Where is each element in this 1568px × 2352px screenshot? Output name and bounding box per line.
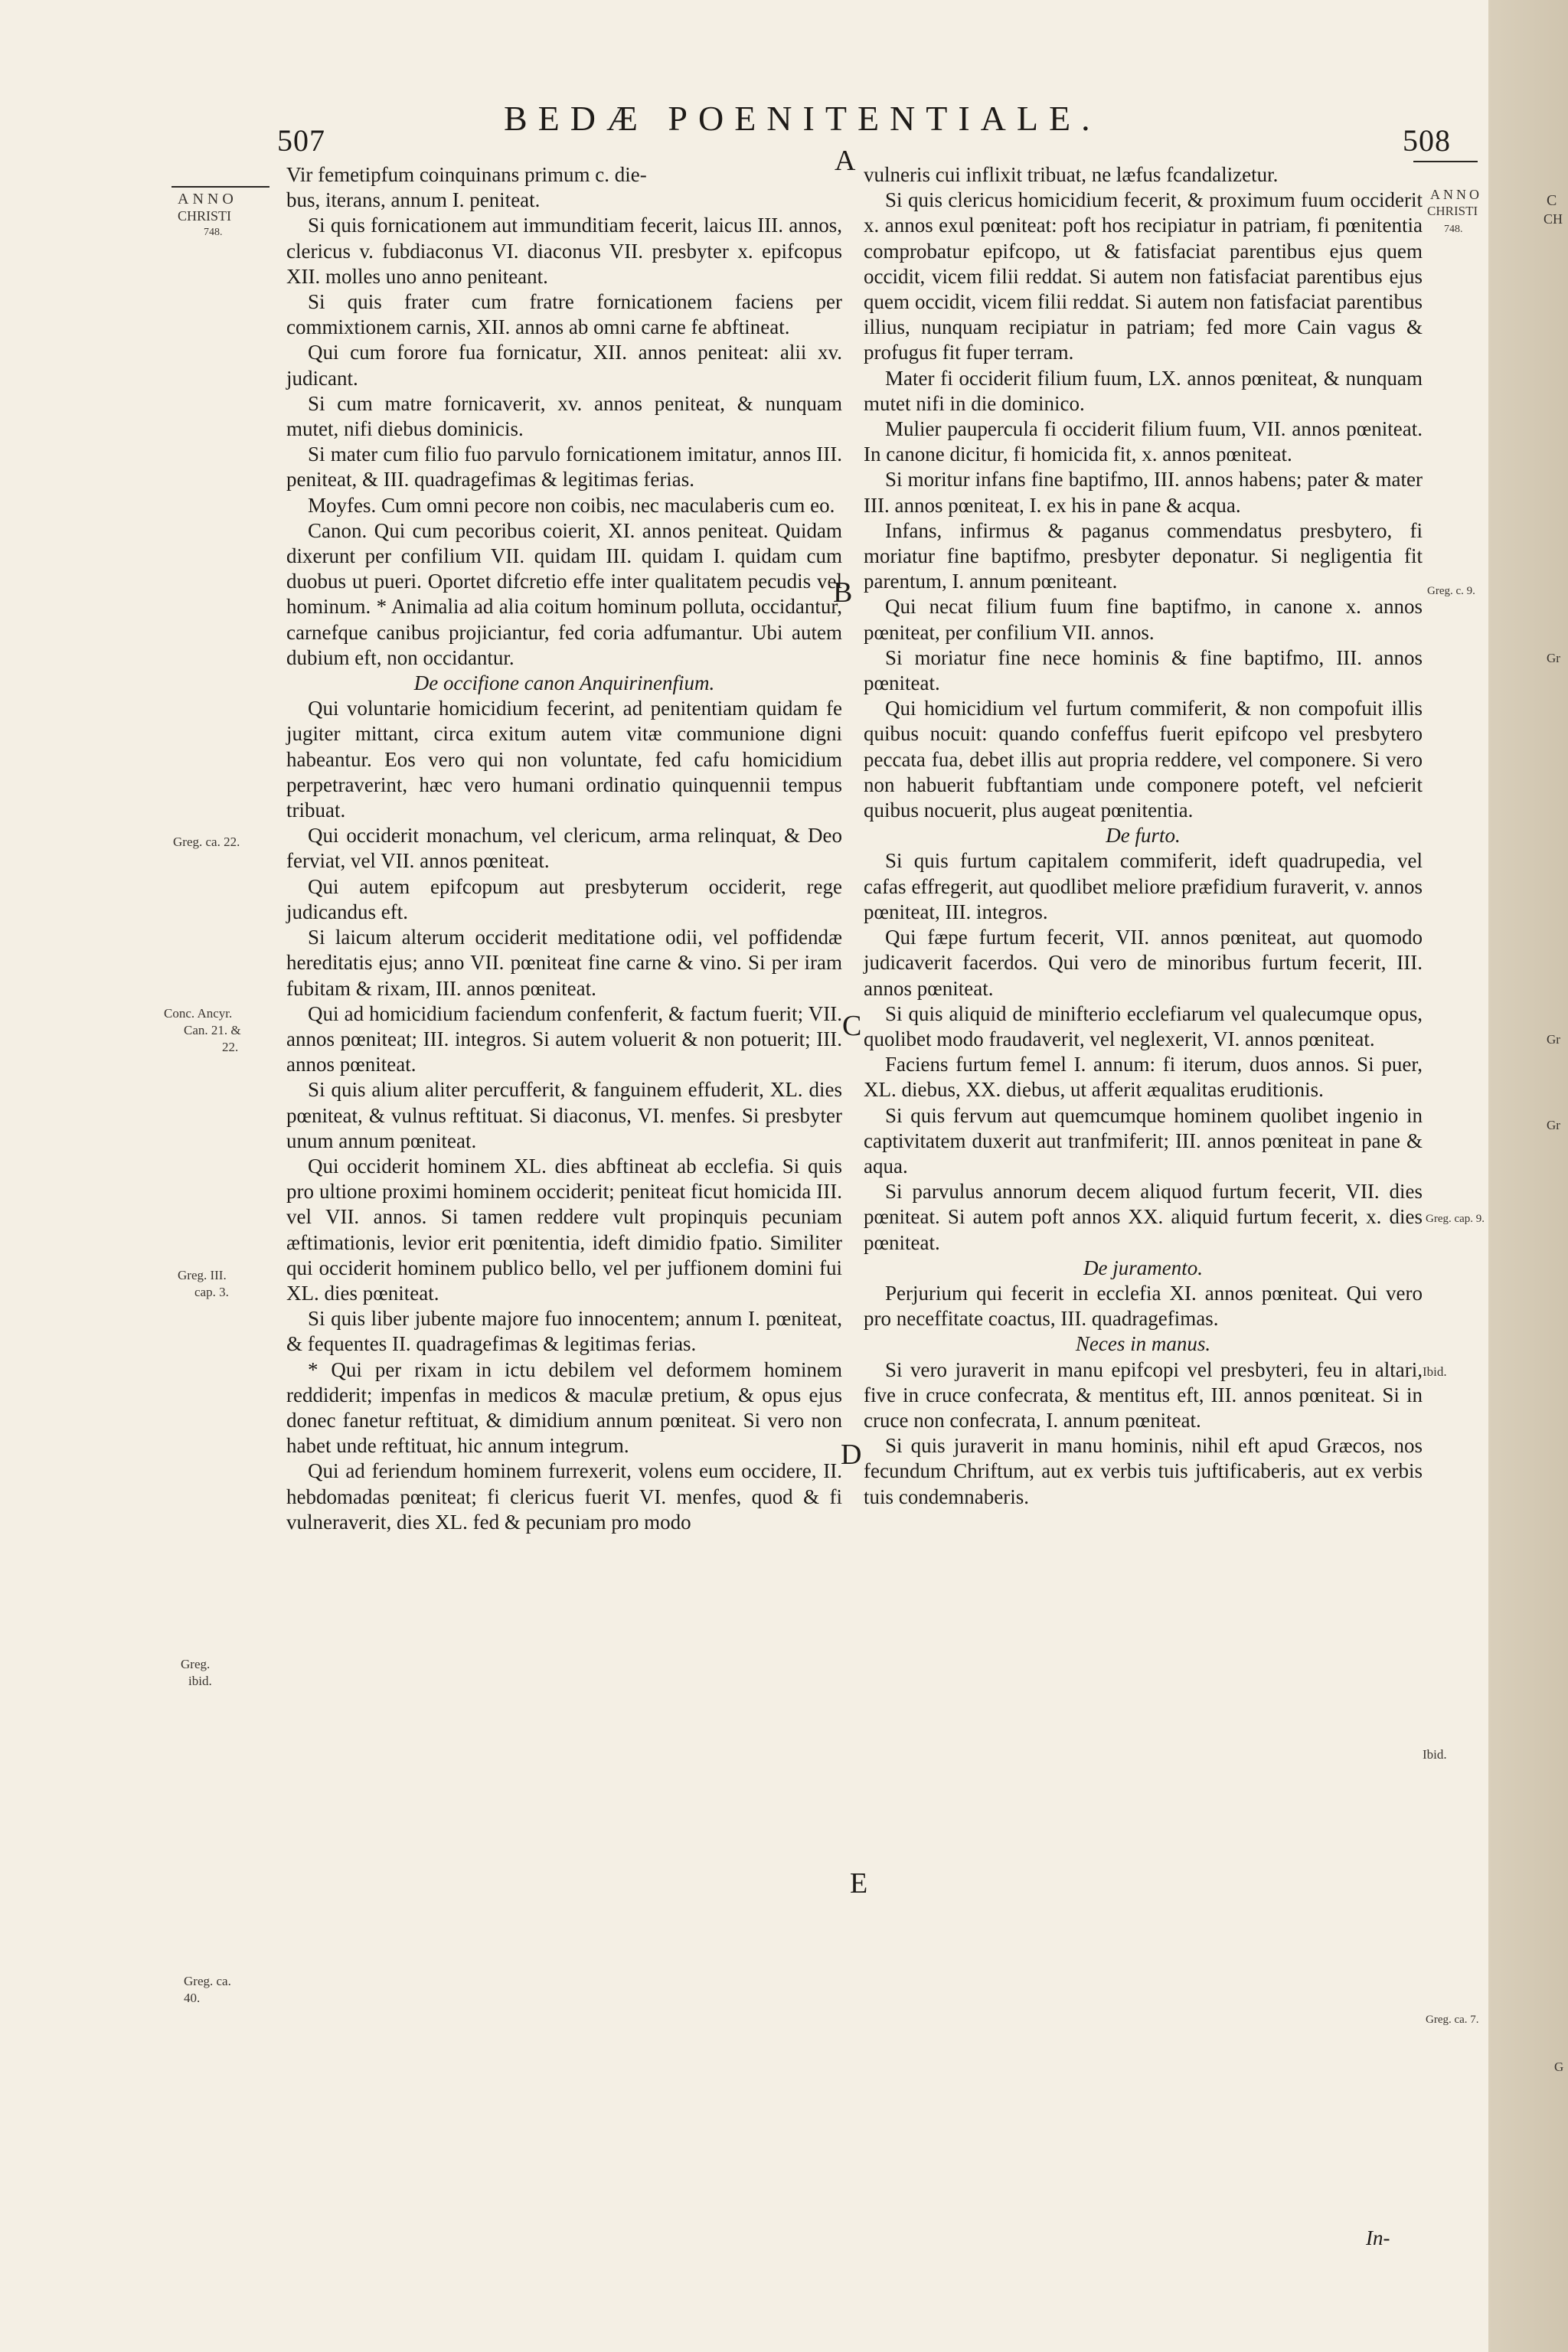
section-letter: D <box>841 1439 862 1471</box>
margin-note: 748. <box>1444 224 1463 235</box>
edge-note: Gr <box>1547 1032 1560 1047</box>
paragraph: Qui occiderit monachum, vel clericum, arma relinquat, & Deo ferviat, vel VII. annos pœniteat. <box>286 824 842 873</box>
paragraph: * Qui per rixam in ictu debilem vel deformem hominem reddiderit; impenfas in medicos & maculæ pretium, & opus ejus donec fanetur reftituat, & dimidium annum pœniteat. Si vero non habet unde reftituat, hic annum integrum. <box>286 1357 842 1458</box>
paragraph: Si moriatur fine nece hominis & fine baptifmo, III. annos pœniteat. <box>864 645 1423 695</box>
paragraph: Si moritur infans fine baptifmo, III. annos habens; pater & mater III. annos pœniteat, I. ex his in pane & acqua. <box>864 468 1423 517</box>
edge-note: CH <box>1544 211 1563 227</box>
paragraph: Si quis clericus homicidium fecerit, & proximum fuum occiderit x. annos exul pœniteat: poft hos recipiatur in patriam, fi pœnitentia comprobatur epifcopo, ut & fatisfaciat parentibus ejus quem occidit, vicem filii reddat. Si autem non fatisfaciat parentibus ejus quem occidit, vicem filii reddat. Si autem non fatisfaciat parentibus illius, nunquam recipiatur in patriam; fed more Cain vagus & profugus fit fuper terram. <box>864 188 1423 364</box>
left-margin-notes <box>161 0 276 2352</box>
paragraph: Qui fæpe furtum fecerit, VII. annos pœniteat, aut quomodo judicaverit facerdos. Qui vero de minoribus furtum fecerit, III. annos pœniteat. <box>864 926 1423 1000</box>
paragraph: Qui necat filium fuum fine baptifmo, in canone x. annos pœniteat, per confilium VII. annos. <box>864 595 1423 644</box>
paragraph: Moyfes. Cum omni pecore non coibis, nec maculaberis cum eo. <box>308 493 835 517</box>
paragraph: Qui homicidium vel furtum commiferit, & non compofuit illis quibus nocuit: quando confeffus fuerit epifcopo vel presbytero peccata fua, debet illis aut propria reddere, vel componere. Si vero non habuerit fubftantiam unde componere poteft, vel nefcierit quibus nocuerit, plus augeat pœnitentia. <box>864 697 1423 822</box>
margin-note: Can. 21. & <box>184 1023 241 1037</box>
paragraph: Si vero juraverit in manu epifcopi vel presbyteri, feu in altari, five in cruce confecrata, & mentitus eft, III. annos pœniteat. Si in cruce non confecrata, I. annum pœniteat. <box>864 1357 1423 1432</box>
margin-note: Greg. III. <box>178 1268 227 1282</box>
paragraph: bus, iterans, annum I. peniteat. <box>286 188 541 212</box>
margin-note: CHRISTI <box>1427 204 1478 218</box>
paragraph: Si quis furtum capitalem commiferit, ideft quadrupedia, vel cafas effregerit, aut quodlibet meliore præfidium furaverit, v. annos pœniteat, III. integros. <box>864 849 1423 923</box>
facing-page-notes <box>1542 0 1568 2352</box>
paragraph: Qui voluntarie homicidium fecerint, ad penitentiam quidam fe jugiter mittant, circa exitum autem vitæ communione digni habeantur. Eos vero qui non voluntate, fed cafu homicidium perpetraverint, hæc vero humani ordinatio quinquennii tempus tribuat. <box>286 697 842 822</box>
margin-note: cap. 3. <box>194 1285 229 1299</box>
left-page-number: 507 <box>277 123 325 158</box>
section-heading: De occifione canon Anquirinenfium. <box>413 671 715 695</box>
paragraph: Si quis liber jubente majore fuo innocentem; annum I. pœniteat, & fequentes II. quadragefimas & legitimas ferias. <box>286 1307 842 1356</box>
paragraph: Si quis fornicationem aut immunditiam fecerit, laicus III. annos, clericus v. fubdiaconus VI. diaconus VII. presbyter x. epifcopus XII. molles uno anno peniteant. <box>286 214 842 288</box>
margin-note: CHRISTI <box>178 208 232 224</box>
margin-note: Greg. ca. 7. <box>1426 2014 1479 2026</box>
page-title: BEDÆ POENITENTIALE. <box>504 99 1101 138</box>
paragraph: Si quis fervum aut quemcumque hominem quolibet ingenio in captivitatem duxerit aut tranfmiferit; III. annos pœniteat in pane & aqua. <box>864 1103 1423 1178</box>
margin-note: Greg. <box>181 1657 211 1671</box>
paragraph: Qui ad homicidium faciendum confenferit, & factum fuerit; VII. annos pœniteat; III. integros. Si autem voluerit & non potuerit; III. annos pœniteat. <box>286 1001 842 1076</box>
section-heading: De furto. <box>1106 824 1181 848</box>
edge-note: C <box>1547 192 1557 209</box>
edge-note: G <box>1554 2060 1564 2074</box>
left-text-column <box>286 162 842 1535</box>
paragraph: Mulier paupercula fi occiderit filium fuum, VII. annos pœniteat. In canone dicitur, fi homicida fit, x. annos pœniteat. <box>864 417 1423 466</box>
edge-note: Gr <box>1547 651 1560 665</box>
margin-note: Ibid. <box>1423 1364 1447 1379</box>
margin-note: 40. <box>184 1991 201 2005</box>
paragraph: Qui autem epifcopum aut presbyterum occiderit, rege judicandus eft. <box>286 874 842 923</box>
margin-note: Ibid. <box>1423 1747 1447 1762</box>
margin-note: 748. <box>204 227 223 238</box>
section-heading: Neces in manus. <box>1075 1332 1211 1356</box>
paragraph: Qui occiderit hominem XL. dies abftineat ab ecclefia. Si quis pro ultione proximi hominem occiderit; peniteat ficut homicida III. vel VII. annos. Si tamen reddere vult propinquis pecuniam æftimationis, levior erit pœnitentia, ideft dimidio fpatio. Similiter qui occiderit hominem publico bello, vel per juffionem domini fui XL. dies pœniteat. <box>286 1154 842 1305</box>
right-margin-notes <box>1423 0 1488 2352</box>
right-text-column <box>864 162 1423 1510</box>
section-letter: C <box>842 1010 862 1042</box>
paragraph: Qui cum forore fua fornicatur, XII. annos peniteat: alii xv. judicant. <box>286 341 842 390</box>
paragraph: Mater fi occiderit filium fuum, LX. annos pœniteat, & nunquam mutet nifi in die dominico. <box>864 366 1423 415</box>
paragraph: Si quis aliquid de minifterio ecclefiarum vel qualecumque opus, quolibet modo fraudaverit, vel neglexerit, VI. annos pœniteat. <box>864 1001 1423 1050</box>
paragraph: Qui ad feriendum hominem furrexerit, volens eum occidere, II. hebdomadas pœniteat; fi clericus fuerit VI. menfes, quod & fi vulneraverit, dies XL. fed & pecuniam pro modo <box>286 1459 842 1534</box>
paragraph: Si cum matre fornicaverit, xv. annos peniteat, & nunquam mutet, nifi diebus dominicis. <box>286 391 842 441</box>
section-letter: A <box>835 145 856 177</box>
margin-note: ibid. <box>188 1674 212 1688</box>
paragraph: Si quis alium aliter percufferit, & fanguinem effuderit, XL. dies pœniteat, & vulnus reftituat. Si diaconus, VI. menfes. Si presbyter unum annum pœniteat. <box>286 1078 842 1152</box>
margin-note: Greg. ca. 22. <box>173 835 240 849</box>
section-letter: B <box>833 577 853 609</box>
paragraph: Perjurium qui fecerit in ecclefia XI. annos pœniteat. Qui vero pro neceffitate coactus, III. quadragefimas. <box>864 1281 1423 1331</box>
margin-note: Conc. Ancyr. <box>164 1006 233 1021</box>
paragraph: Si parvulus annorum decem aliquod furtum fecerit, VII. dies pœniteat. Si autem poft annos XX. aliquid furtum fecerit, x. dies pœniteat. <box>864 1180 1423 1254</box>
paragraph: Si quis frater cum fratre fornicationem faciens per commixtionem carnis, XII. annos ab omni carne fe abftineat. <box>286 290 842 339</box>
paragraph: Si laicum alterum occiderit meditatione odii, vel poffidendæ hereditatis ejus; anno VII. pœniteat fine carne & vino. Si per iram fubitam & rixam, III. annos pœniteat. <box>286 926 842 1000</box>
margin-note: Greg. cap. 9. <box>1426 1213 1485 1225</box>
section-heading: De juramento. <box>1083 1256 1203 1279</box>
margin-note: 22. <box>222 1040 239 1054</box>
paragraph: Si mater cum filio fuo parvulo fornicationem imitatur, annos III. peniteat, & III. quadragefimas & legitimas ferias. <box>286 443 842 492</box>
paragraph: Vir femetipfum coinquinans primum c. die- <box>286 163 647 186</box>
paragraph: Infans, infirmus & paganus commendatus presbytero, fi moriatur fine baptifmo, presbyter deponatur. Si negligentia fit parentum, I. annum pœniteant. <box>864 518 1423 593</box>
margin-note: Greg. ca. <box>184 1974 231 1988</box>
paragraph: Canon. Qui cum pecoribus coierit, XI. annos peniteat. Quidam dixerunt per confilium VII. quidam III. quidam I. quidam cum duobus ut pueri. Oportet difcretio effe inter qualitatem pecudis vel hominum. * Animalia ad alia coitum hominum polluta, occidantur, carnefque canibus projiciantur, fed coria adfumantur. Ubi autem dubium eft, non occidantur. <box>286 518 842 669</box>
margin-note: Greg. c. 9. <box>1427 585 1475 597</box>
section-letter: E <box>850 1867 868 1900</box>
paragraph: Faciens furtum femel I. annum: fi iterum, duos annos. Si puer, XL. diebus, XX. diebus, ut afferit æqualitas eruditionis. <box>864 1053 1423 1102</box>
right-page-number: 508 <box>1403 123 1451 158</box>
margin-note: ANNO <box>178 191 237 207</box>
catchword: In- <box>1366 2226 1390 2249</box>
edge-note: Gr <box>1547 1118 1560 1132</box>
paragraph: Si quis juraverit in manu hominis, nihil eft apud Græcos, nos fecundum Chriftum, aut ex verbis tuis juftificaberis, aut ex verbis tuis condemnaberis. <box>864 1434 1423 1508</box>
margin-note: ANNO <box>1430 187 1482 202</box>
paragraph: vulneris cui inflixit tribuat, ne læfus fcandalizetur. <box>864 163 1279 186</box>
